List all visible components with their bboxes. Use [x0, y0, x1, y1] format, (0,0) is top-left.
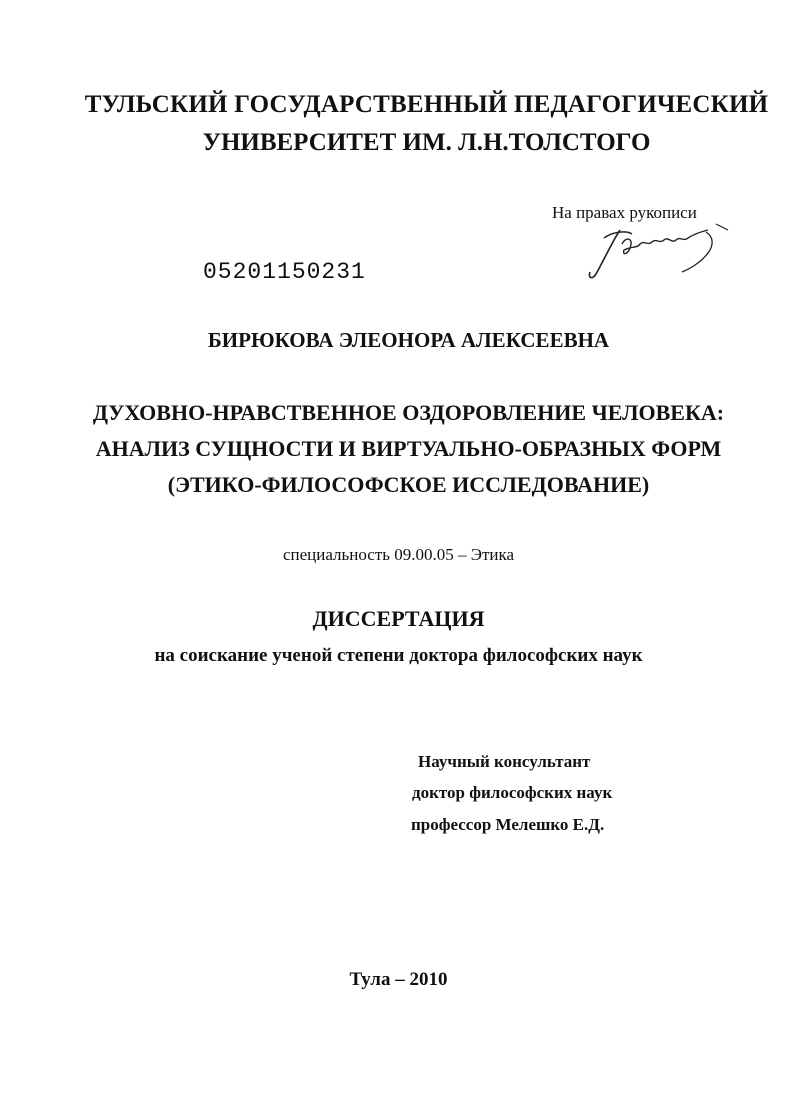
advisor-role: Научный консультант: [418, 752, 591, 771]
advisor-name: профессор Мелешко Е.Д.: [411, 815, 605, 834]
advisor-degree: доктор философских наук: [412, 783, 613, 802]
university-name-line-2: УНИВЕРСИТЕТ ИМ. Л.Н.ТОЛСТОГО: [202, 129, 651, 156]
specialty: специальность 09.00.05 – Этика: [282, 545, 515, 564]
author-name: БИРЮКОВА ЭЛЕОНОРА АЛЕКСЕЕВНА: [207, 328, 610, 352]
manuscript-rights-note: На правах рукописи: [552, 203, 697, 222]
dissertation-title-line-1: ДУХОВНО-НРАВСТВЕННОЕ ОЗДОРОВЛЕНИЕ ЧЕЛОВЕКА:: [92, 400, 725, 425]
degree-statement: на соискание ученой степени доктора философских наук: [154, 645, 643, 666]
handwritten-signature: [582, 222, 732, 284]
city-year: Тула – 2010: [349, 969, 448, 990]
dissertation-title-line-2: АНАЛИЗ СУЩНОСТИ И ВИРТУАЛЬНО-ОБРАЗНЫХ ФОРМ: [95, 436, 722, 461]
dissertation-title-line-3: (ЭТИКО-ФИЛОСОФСКОЕ ИССЛЕДОВАНИЕ): [167, 472, 650, 497]
registration-code: 05201150231: [203, 259, 366, 285]
university-name-line-1: ТУЛЬСКИЙ ГОСУДАРСТВЕННЫЙ ПЕДАГОГИЧЕСКИЙ: [84, 91, 769, 118]
work-type: ДИССЕРТАЦИЯ: [312, 606, 485, 631]
